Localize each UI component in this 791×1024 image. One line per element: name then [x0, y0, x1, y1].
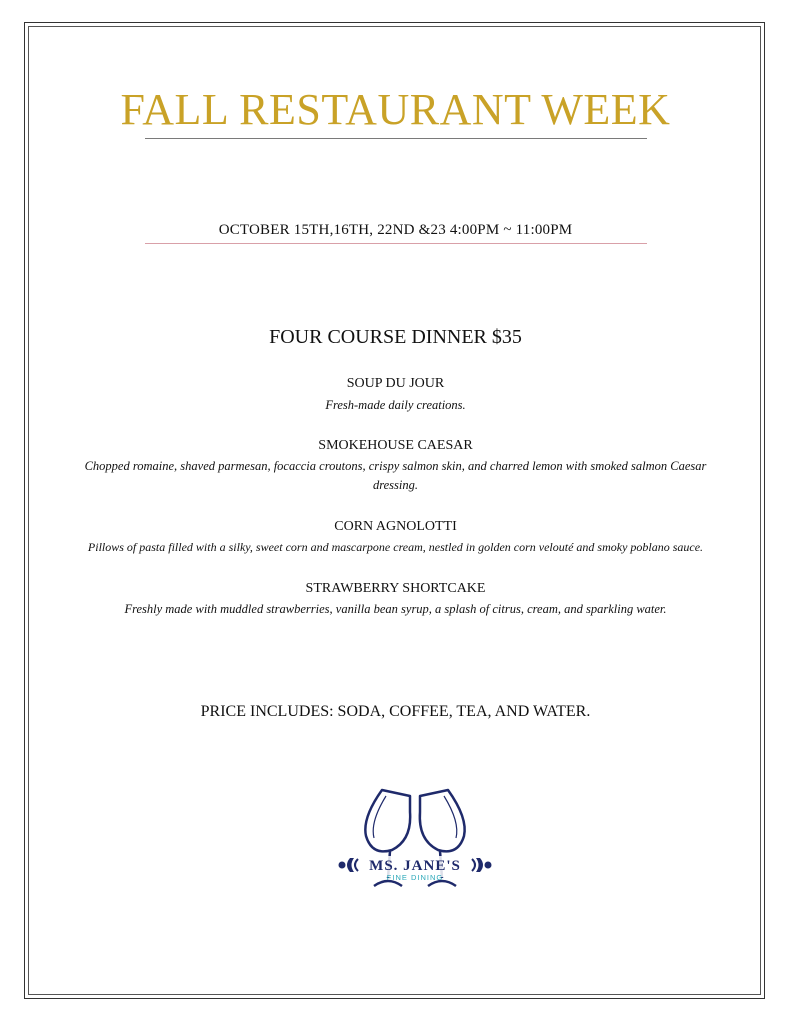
course-name-shortcake: STRAWBERRY SHORTCAKE — [305, 581, 486, 596]
dates-divider — [145, 243, 647, 244]
course-name-soup: SOUP DU JOUR — [346, 376, 445, 391]
logo-tagline: FINE DINING — [386, 873, 444, 882]
price-includes-note: PRICE INCLUDES: SODA, COFFEE, TEA, AND WATER. — [200, 703, 591, 720]
logo-name: MS. JANE'S — [369, 858, 461, 874]
course-desc-caesar: Chopped romaine, shaved parmesan, focaccia croutons, crispy salmon skin, and charred lemon with smoked salmon Caesar dressing. — [84, 459, 707, 492]
menu-heading: FOUR COURSE DINNER $35 — [269, 326, 522, 348]
course-name-caesar: SMOKEHOUSE CAESAR — [318, 438, 473, 453]
page-title: FALL RESTAURANT WEEK — [120, 85, 671, 134]
restaurant-logo — [330, 782, 500, 900]
title-divider — [145, 138, 647, 139]
wine-glasses-toast-icon — [330, 782, 500, 900]
event-dates: OCTOBER 15TH,16TH, 22ND &23 4:00PM ~ 11:00PM — [218, 222, 573, 238]
course-desc-agnolotti: Pillows of pasta filled with a silky, sweet corn and mascarpone cream, nestled in golden corn velouté and smoky poblano sauce. — [87, 540, 704, 554]
course-desc-soup: Fresh-made daily creations. — [325, 398, 466, 412]
course-name-agnolotti: CORN AGNOLOTTI — [334, 519, 457, 534]
course-desc-shortcake: Freshly made with muddled strawberries, vanilla bean syrup, a splash of citrus, cream, and sparkling water. — [124, 602, 667, 616]
